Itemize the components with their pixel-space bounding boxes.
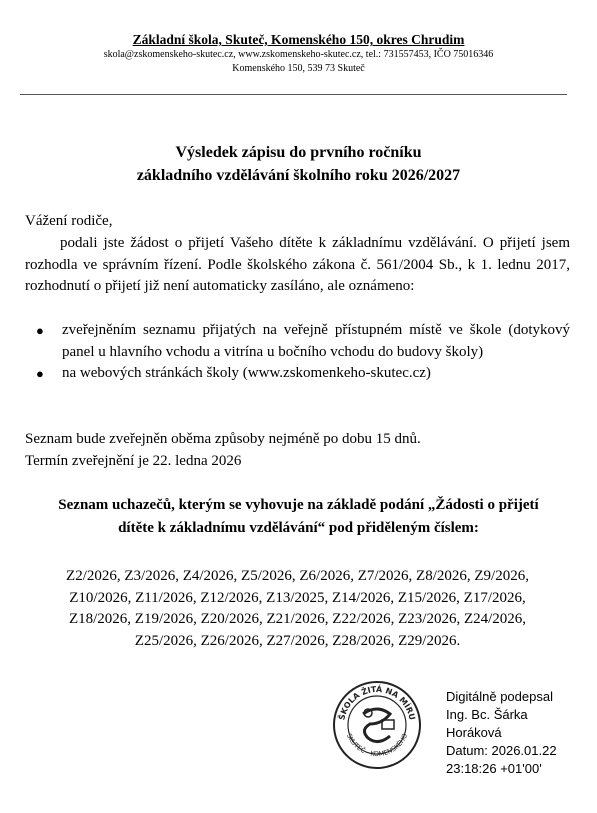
signature-time: 23:18:26 +01'00' — [446, 761, 542, 776]
applicant-codes — [25, 566, 570, 652]
school-address: Komenského 150, 539 73 Skuteč — [232, 63, 365, 74]
announcement-methods-list — [25, 320, 570, 385]
publication-info — [25, 429, 570, 472]
publication-duration: Seznam bude zveřejněn oběma způsoby nejméně po dobu 15 dnů. — [25, 431, 421, 447]
school-name: Základní škola, Skuteč, Komenského 150, okres Chrudim — [132, 32, 465, 47]
document-title — [0, 141, 597, 187]
list-item-text: na webových stránkách školy (www.zskomenkeho-skutec.cz) — [62, 365, 431, 381]
school-seal-icon — [332, 680, 422, 770]
salutation: Vážení rodiče, — [25, 213, 113, 229]
applicant-list-heading — [20, 494, 577, 540]
list-item — [25, 363, 570, 385]
list-item — [25, 320, 570, 363]
applicant-codes-line: Z2/2026, Z3/2026, Z4/2026, Z5/2026, Z6/2026, Z7/2026, Z8/2026, Z9/2026, — [66, 568, 529, 584]
applicant-list-heading-line2: dítěte k základnímu vzdělávání“ pod přiděleným číslem: — [118, 520, 479, 536]
seal-text-bottom: SKUTEČ - KOMENSKÉHO — [344, 732, 410, 759]
signature-line: Ing. Bc. Šárka — [446, 707, 528, 722]
school-contact: skola@zskomenskeho-skutec.cz, www.zskomenskeho-skutec.cz, tel.: 731557453, IČO 75016346 — [103, 49, 494, 60]
svg-text:SKUTEČ - KOMENSKÉHO — [345, 732, 409, 758]
applicant-codes-line: Z25/2026, Z26/2026, Z27/2026, Z28/2026, Z29/2026. — [134, 632, 461, 649]
document-title-line2: základního vzdělávání školního roku 2026/2027 — [136, 167, 461, 184]
bullet-icon: ● — [36, 323, 44, 338]
signature-date: Datum: 2026.01.22 — [446, 743, 557, 758]
signature-line: Horáková — [446, 725, 502, 740]
applicant-codes-line: Z18/2026, Z19/2026, Z20/2026, Z21/2026, Z22/2026, Z23/2026, Z24/2026, — [68, 611, 527, 627]
document-title-line1: Výsledek zápisu do prvního ročníku — [175, 144, 422, 161]
letterhead — [0, 32, 597, 76]
intro-paragraph-text: podali jste žádost o přijetí Vašeho dítěte k základnímu vzdělávání. O přijetí jsem rozhodla ve správním řízení. Podle školského zákona č. 561/2004 Sb., k 1. lednu 2017, rozhodnutí o přijetí již není automaticky zasíláno, ale oznámeno: — [25, 235, 570, 294]
seal-text-top: ŠKOLA ŽITÁ NA MÍRU — [337, 684, 417, 721]
applicant-codes-line: Z10/2026, Z11/2026, Z12/2026, Z13/2025, Z14/2026, Z15/2026, Z17/2026, — [69, 589, 526, 606]
digital-signature — [446, 688, 591, 778]
intro-paragraph — [25, 233, 570, 298]
bullet-icon: ● — [36, 366, 44, 381]
header-divider — [20, 94, 567, 95]
signature-line: Digitálně podepsal — [446, 689, 553, 704]
applicant-list-heading-line1: Seznam uchazečů, kterým se vyhovuje na základě podání „Žádosti o přijetí — [58, 497, 539, 513]
publication-date: Termín zveřejnění je 22. ledna 2026 — [25, 452, 242, 469]
list-item-text: zveřejněním seznamu přijatých na veřejně přístupném místě ve škole (dotykový panel u hlavního vchodu a vitrína u bočního vchodu do budovy školy) — [62, 322, 570, 360]
